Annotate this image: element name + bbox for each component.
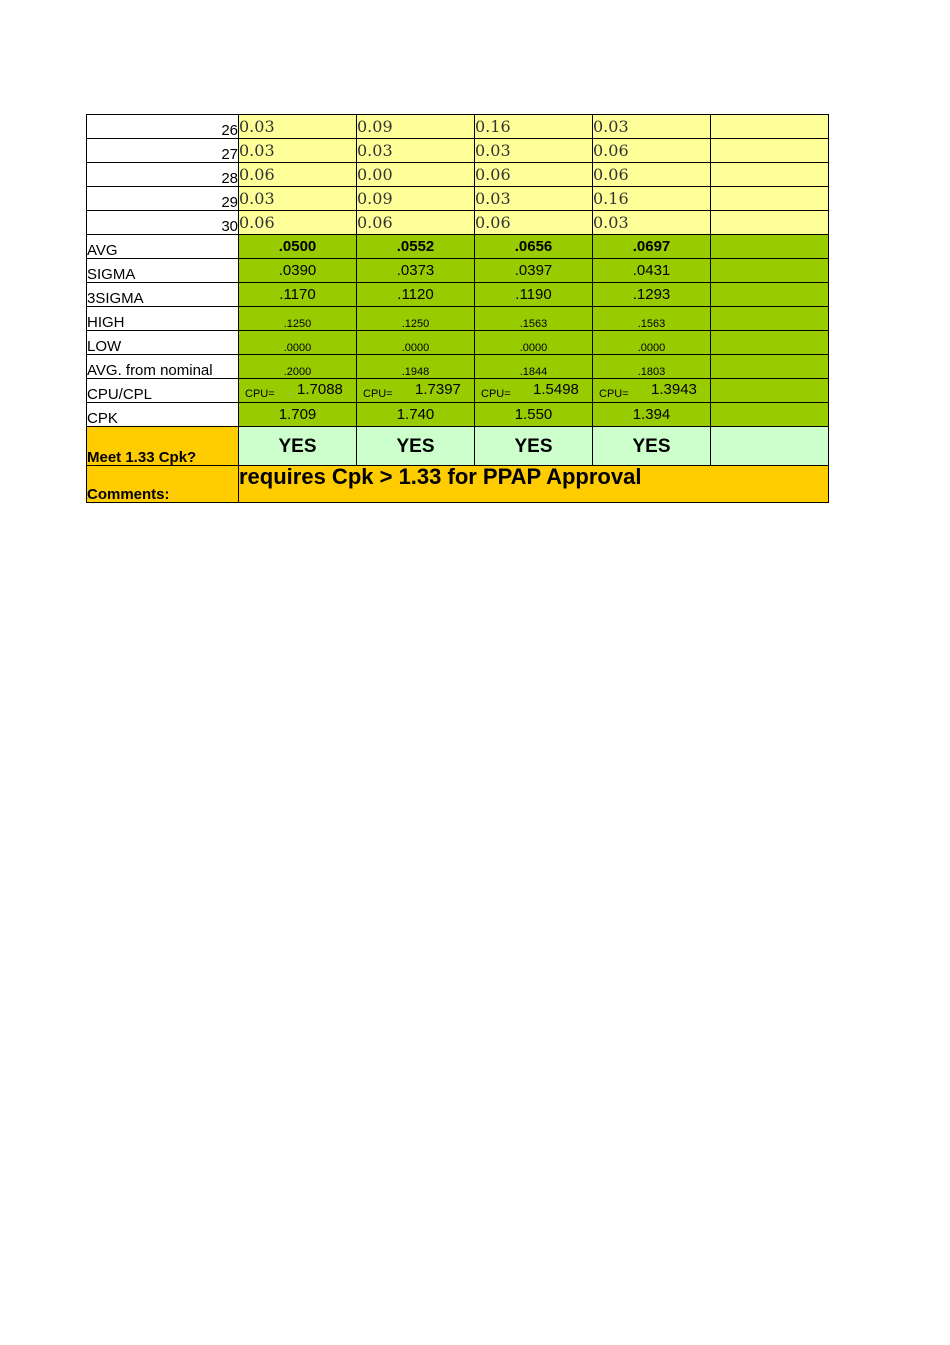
- high-cell[interactable]: .1250: [357, 307, 475, 331]
- measurement-cell[interactable]: 0.06: [593, 139, 711, 163]
- measurement-cell[interactable]: 0.06: [239, 163, 357, 187]
- cpu-cell[interactable]: [593, 379, 711, 403]
- measurement-cell[interactable]: 0.03: [593, 211, 711, 235]
- avg-cell[interactable]: .0656: [475, 235, 593, 259]
- three-sigma-row: [87, 283, 829, 307]
- cpk-cell[interactable]: 1.709: [239, 403, 357, 427]
- empty-cell[interactable]: [711, 355, 829, 379]
- meet-cell[interactable]: YES: [593, 427, 711, 466]
- measurement-cell[interactable]: 0.03: [593, 115, 711, 139]
- measurement-cell[interactable]: 0.06: [357, 211, 475, 235]
- sigma-cell[interactable]: .0390: [239, 259, 357, 283]
- empty-cell[interactable]: [711, 379, 829, 403]
- cpk-cell[interactable]: 1.550: [475, 403, 593, 427]
- sigma-cell[interactable]: .0431: [593, 259, 711, 283]
- measurement-cell[interactable]: 0.16: [593, 187, 711, 211]
- sigma-row: [87, 259, 829, 283]
- three-sigma-cell[interactable]: .1170: [239, 283, 357, 307]
- measurement-cell[interactable]: 0.06: [239, 211, 357, 235]
- table-row: [87, 163, 829, 187]
- three-sigma-cell[interactable]: .1120: [357, 283, 475, 307]
- measurement-cell[interactable]: 0.16: [475, 115, 593, 139]
- measurement-cell[interactable]: 0.03: [239, 139, 357, 163]
- cpk-row: [87, 403, 829, 427]
- table-row: [87, 187, 829, 211]
- low-cell[interactable]: .0000: [239, 331, 357, 355]
- measurement-cell[interactable]: 0.06: [475, 211, 593, 235]
- empty-cell[interactable]: [711, 259, 829, 283]
- meet-label: Meet 1.33 Cpk?: [87, 427, 239, 466]
- table-row: [87, 211, 829, 235]
- measurement-cell[interactable]: 0.00: [357, 163, 475, 187]
- avg-cell[interactable]: .0697: [593, 235, 711, 259]
- measurement-cell[interactable]: 0.03: [239, 187, 357, 211]
- row-number[interactable]: 26: [87, 115, 239, 139]
- sigma-label: SIGMA: [87, 259, 239, 283]
- empty-cell[interactable]: [711, 307, 829, 331]
- empty-cell[interactable]: [711, 163, 829, 187]
- row-number[interactable]: 29: [87, 187, 239, 211]
- avg-cell[interactable]: .0500: [239, 235, 357, 259]
- high-row: [87, 307, 829, 331]
- low-row: [87, 331, 829, 355]
- avg-nominal-cell[interactable]: .2000: [239, 355, 357, 379]
- cpu-prefix: CPU=: [245, 388, 275, 400]
- cpk-label: CPK: [87, 403, 239, 427]
- low-cell[interactable]: .0000: [593, 331, 711, 355]
- meet-cell[interactable]: YES: [475, 427, 593, 466]
- cpu-cell[interactable]: [357, 379, 475, 403]
- empty-cell[interactable]: [711, 403, 829, 427]
- low-cell[interactable]: .0000: [475, 331, 593, 355]
- cpu-cpl-row: [87, 379, 829, 403]
- avg-cell[interactable]: .0552: [357, 235, 475, 259]
- cpu-value: 1.5498: [533, 381, 579, 398]
- cpu-value: 1.3943: [651, 381, 697, 398]
- measurement-cell[interactable]: 0.03: [475, 139, 593, 163]
- high-cell[interactable]: .1563: [593, 307, 711, 331]
- cpu-prefix: CPU=: [481, 388, 511, 400]
- cpu-value: 1.7397: [415, 381, 461, 398]
- meet-cell[interactable]: YES: [239, 427, 357, 466]
- measurement-cell[interactable]: 0.06: [475, 163, 593, 187]
- row-number[interactable]: 27: [87, 139, 239, 163]
- cpk-cell[interactable]: 1.394: [593, 403, 711, 427]
- cpu-cell[interactable]: [239, 379, 357, 403]
- table-row: [87, 115, 829, 139]
- avg-label: AVG: [87, 235, 239, 259]
- sigma-cell[interactable]: .0397: [475, 259, 593, 283]
- high-cell[interactable]: .1563: [475, 307, 593, 331]
- measurement-cell[interactable]: 0.09: [357, 115, 475, 139]
- measurement-cell[interactable]: 0.09: [357, 187, 475, 211]
- avg-nominal-cell[interactable]: .1948: [357, 355, 475, 379]
- comments-row: [87, 466, 829, 503]
- measurement-cell[interactable]: 0.03: [475, 187, 593, 211]
- avg-nominal-row: [87, 355, 829, 379]
- avg-nominal-cell[interactable]: .1844: [475, 355, 593, 379]
- cpu-value: 1.7088: [297, 381, 343, 398]
- meet-cell[interactable]: YES: [357, 427, 475, 466]
- avg-nominal-cell[interactable]: .1803: [593, 355, 711, 379]
- measurement-cell[interactable]: 0.03: [357, 139, 475, 163]
- measurement-cell[interactable]: 0.03: [239, 115, 357, 139]
- row-number[interactable]: 28: [87, 163, 239, 187]
- table-row: [87, 139, 829, 163]
- comments-text[interactable]: requires Cpk > 1.33 for PPAP Approval: [239, 466, 829, 503]
- measurement-cell[interactable]: 0.06: [593, 163, 711, 187]
- empty-cell[interactable]: [711, 283, 829, 307]
- empty-cell[interactable]: [711, 139, 829, 163]
- sigma-cell[interactable]: .0373: [357, 259, 475, 283]
- avg-row: [87, 235, 829, 259]
- row-number[interactable]: 30: [87, 211, 239, 235]
- comments-label: Comments:: [87, 466, 239, 503]
- cpu-cell[interactable]: [475, 379, 593, 403]
- avg-nominal-label: AVG. from nominal: [87, 355, 239, 379]
- low-label: LOW: [87, 331, 239, 355]
- cpk-spreadsheet: [86, 114, 829, 503]
- cpu-prefix: CPU=: [599, 388, 629, 400]
- low-cell[interactable]: .0000: [357, 331, 475, 355]
- three-sigma-cell[interactable]: .1190: [475, 283, 593, 307]
- three-sigma-label: 3SIGMA: [87, 283, 239, 307]
- high-cell[interactable]: .1250: [239, 307, 357, 331]
- cpu-cpl-label: CPU/CPL: [87, 379, 239, 403]
- cpk-cell[interactable]: 1.740: [357, 403, 475, 427]
- empty-cell[interactable]: [711, 211, 829, 235]
- empty-cell[interactable]: [711, 235, 829, 259]
- cpu-prefix: CPU=: [363, 388, 393, 400]
- empty-cell[interactable]: [711, 331, 829, 355]
- empty-cell[interactable]: [711, 427, 829, 466]
- empty-cell[interactable]: [711, 115, 829, 139]
- high-label: HIGH: [87, 307, 239, 331]
- empty-cell[interactable]: [711, 187, 829, 211]
- meet-row: [87, 427, 829, 466]
- three-sigma-cell[interactable]: .1293: [593, 283, 711, 307]
